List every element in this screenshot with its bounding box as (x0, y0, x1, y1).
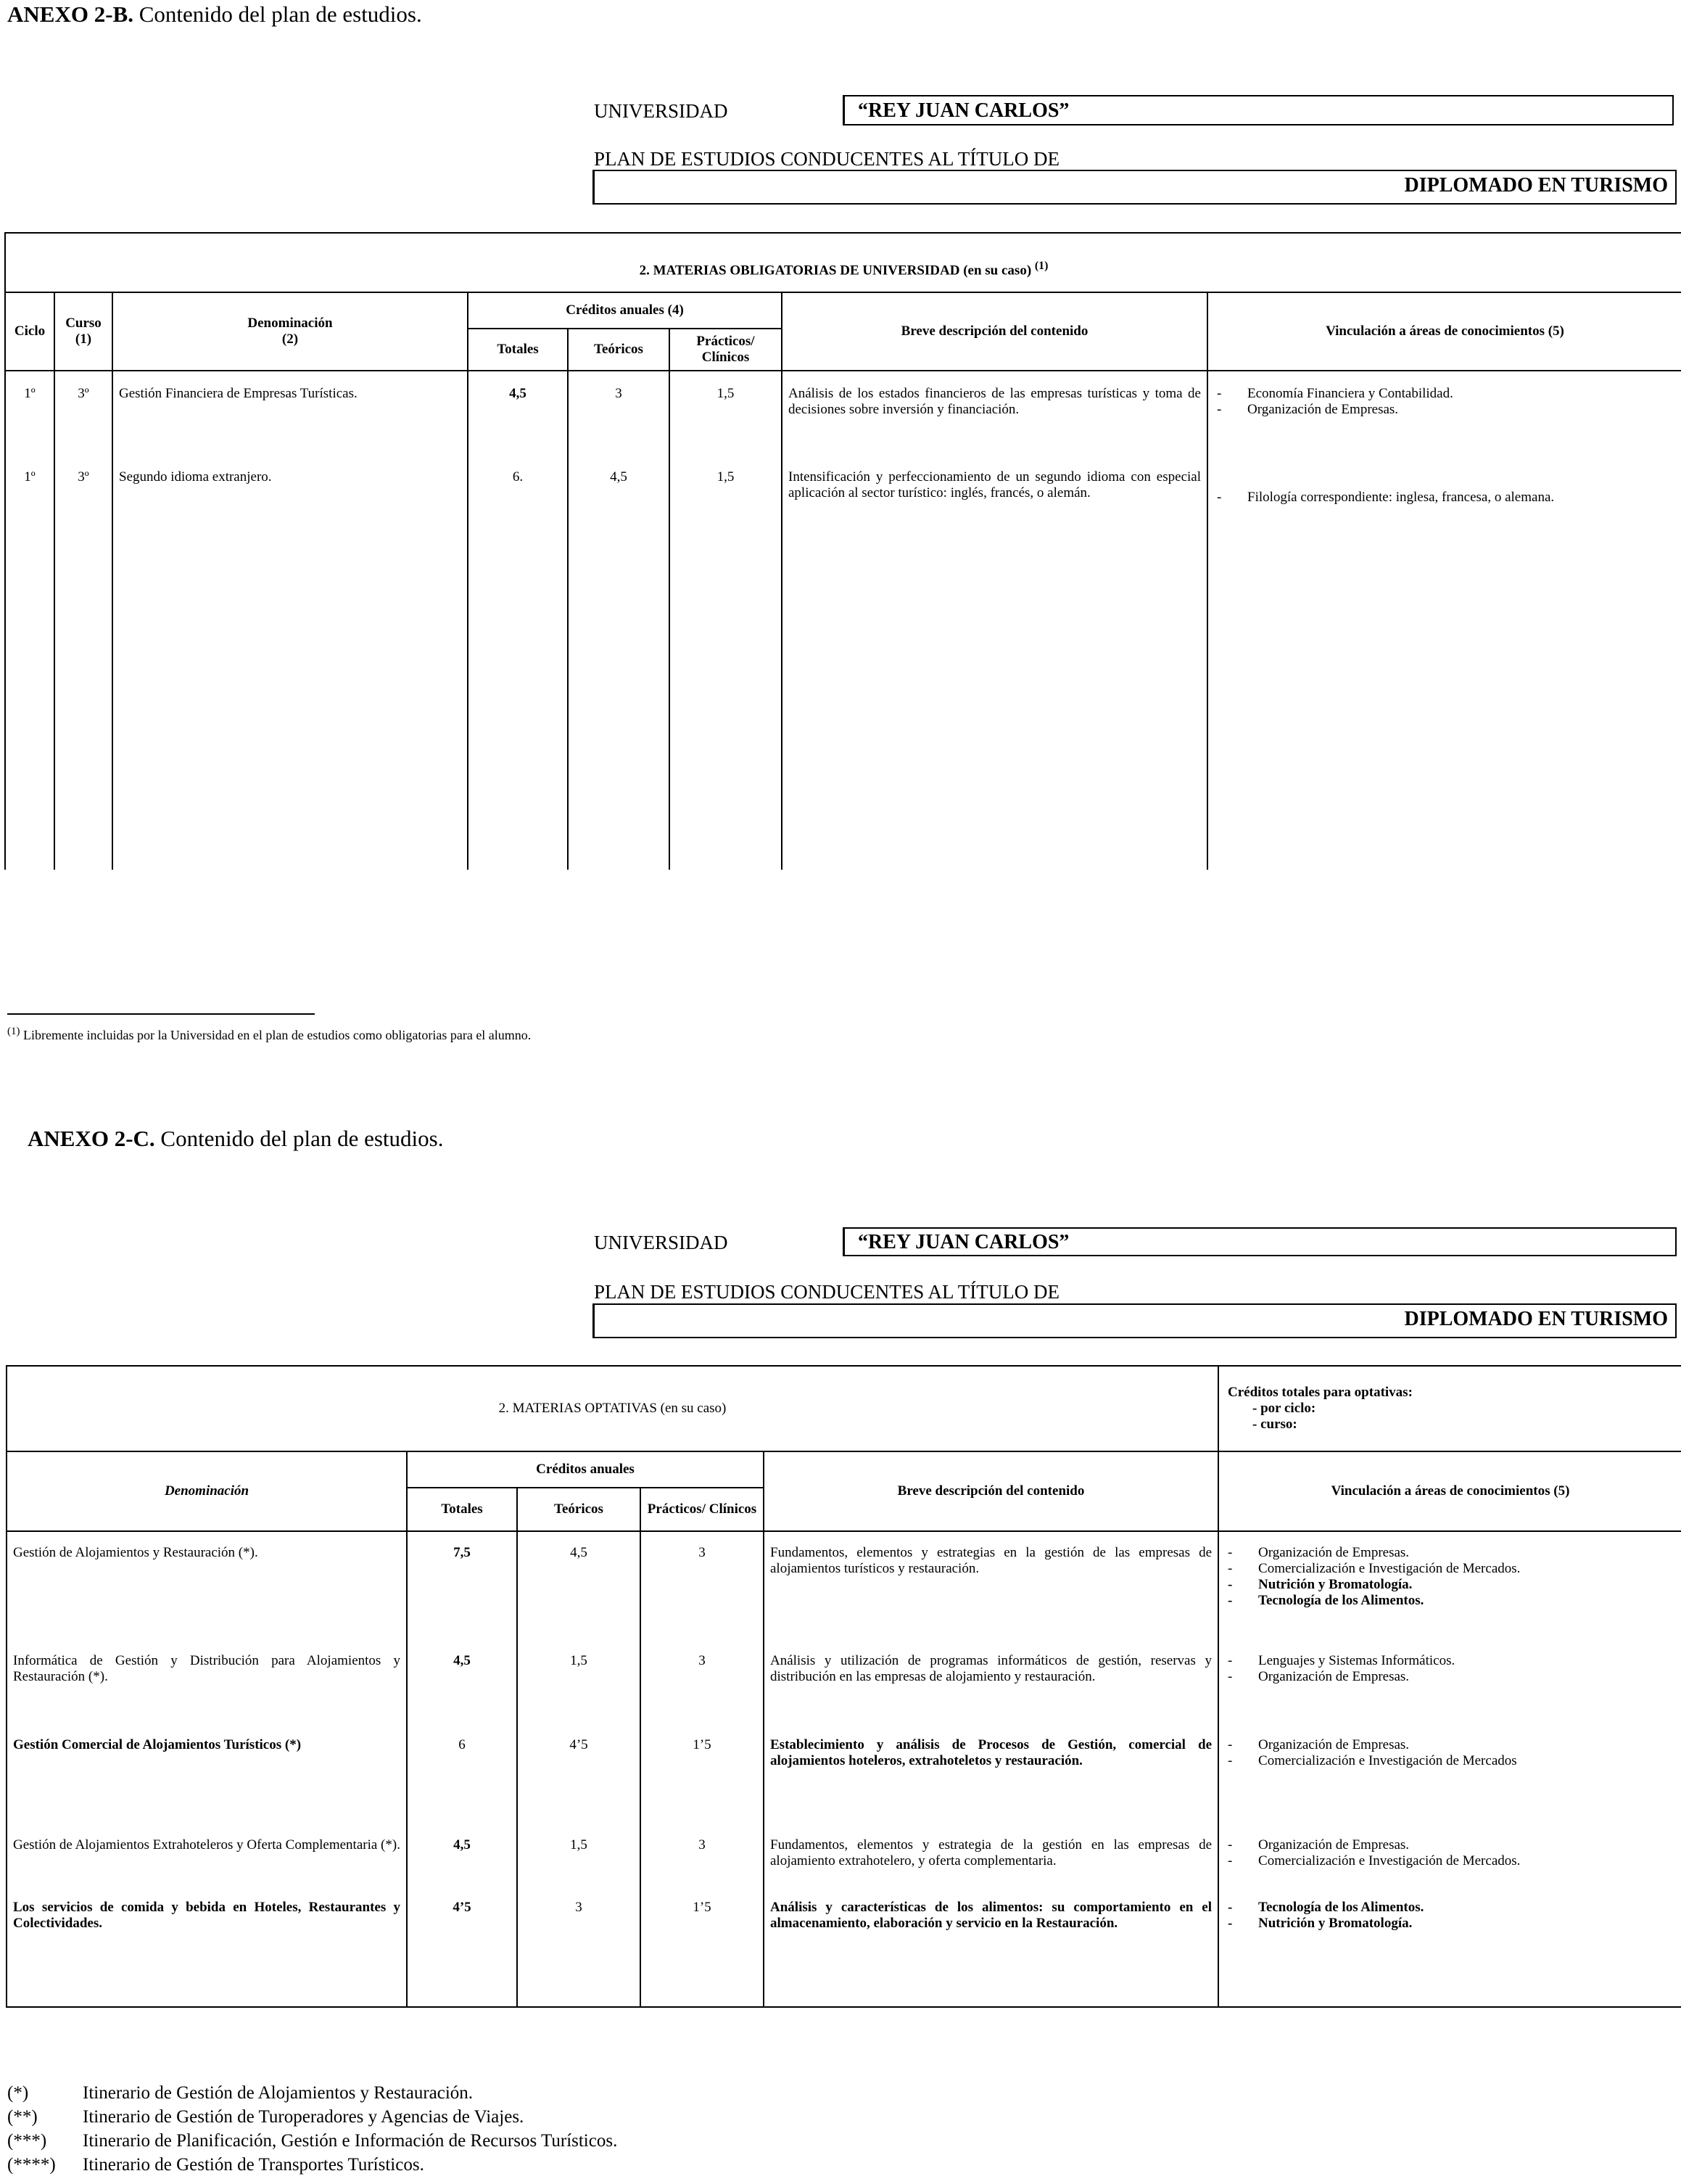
cell-denominacion: Gestión Comercial de Alojamientos Turísticos (*) (7, 1737, 407, 1837)
cell-descripcion: Análisis de los estados financieros de las empresas turísticas y toma de decisiones sobre inversión y financiación. (782, 371, 1207, 469)
cell-practicos: 3 (640, 1837, 764, 1900)
university-value: “REY JUAN CARLOS” (858, 99, 1070, 122)
cell-denominacion: Gestión de Alojamientos y Restauración (*). (7, 1531, 407, 1653)
itinerary-note: (*) Itinerario de Gestión de Alojamientos y Restauración. (7, 2083, 474, 2103)
col-practicos: Prácticos/ Clínicos (640, 1488, 764, 1531)
col-curso: Curso (1) (54, 292, 112, 371)
cell-areas (1207, 371, 1681, 469)
cell-practicos: 1,5 (669, 371, 782, 469)
cell-teoricos: 4’5 (517, 1737, 640, 1837)
col-descripcion: Breve descripción del contenido (782, 292, 1207, 371)
col-denominacion: Denominación (7, 1451, 407, 1531)
cell-practicos: 3 (640, 1653, 764, 1737)
cell-denominacion: Gestión de Alojamientos Extrahoteleros y Oferta Complementaria (*). (7, 1837, 407, 1900)
table-row (7, 1653, 1681, 1737)
col-practicos: Prácticos/ Clínicos (669, 329, 782, 371)
cell-areas (1218, 1653, 1681, 1737)
cell-totales: 7,5 (407, 1531, 517, 1653)
col-teoricos: Teóricos (517, 1488, 640, 1531)
footnote-separator (7, 1013, 315, 1015)
table-row (7, 1531, 1681, 1653)
degree-title-box (592, 170, 1677, 205)
col-vinculacion: Vinculación a áreas de conocimientos (5) (1207, 292, 1681, 371)
footnote-b: $^{(1)}$ Libremente incluidas por la Universidad en el plan de estudios como obligatorias para el alumno. (7, 1026, 532, 1042)
cell-areas (1218, 1737, 1681, 1837)
table-heading: 2. MATERIAS OBLIGATORIAS DE UNIVERSIDAD (en su caso) $^{(1)}$ (5, 233, 1681, 292)
table-row (5, 371, 1681, 469)
cell-descripcion: Intensificación y perfeccionamiento de un segundo idioma con especial aplicación al sector turístico: inglés, francés, o alemán. (782, 469, 1207, 870)
cell-teoricos: 1,5 (517, 1653, 640, 1737)
cell-practicos: 3 (640, 1531, 764, 1653)
optional-subjects-table (6, 1365, 1681, 2008)
col-creditos: Créditos anuales (4) (468, 292, 782, 329)
plan-label: PLAN DE ESTUDIOS CONDUCENTES AL TÍTULO DE (594, 1281, 1060, 1303)
cell-denominacion: Informática de Gestión y Distribución para Alojamientos y Restauración (*). (7, 1653, 407, 1737)
cell-descripcion: Análisis y características de los alimentos: su comportamiento en el almacenamiento, elaboración y servicio en la Restauración. (764, 1900, 1218, 2007)
col-descripcion: Breve descripción del contenido (764, 1451, 1218, 1531)
col-ciclo: Ciclo (5, 292, 54, 371)
university-label: UNIVERSIDAD (594, 100, 728, 122)
cell-teoricos: 3 (517, 1900, 640, 2007)
cell-areas (1218, 1531, 1681, 1653)
table-row (7, 1900, 1681, 2007)
cell-practicos: 1,5 (669, 469, 782, 870)
cell-totales: 4,5 (407, 1837, 517, 1900)
area-item: - Comercialización e Investigación de Mercados. (1225, 1853, 1676, 1869)
cell-curso: 3º (54, 371, 112, 469)
table-heading: 2. MATERIAS OPTATIVAS (en su caso) (7, 1366, 1218, 1451)
cell-totales: 6. (468, 469, 568, 870)
col-totales: Totales (468, 329, 568, 371)
plan-label: PLAN DE ESTUDIOS CONDUCENTES AL TÍTULO DE (594, 148, 1060, 170)
cell-totales: 4,5 (407, 1653, 517, 1737)
itinerary-note: (***) Itinerario de Planificación, Gestión e Información de Recursos Turísticos. (7, 2131, 618, 2151)
cell-descripcion: Establecimiento y análisis de Procesos de Gestión, comercial de alojamientos hoteleros, extrahoteletos y restauración. (764, 1737, 1218, 1837)
area-item: - Lenguajes y Sistemas Informáticos. (1225, 1653, 1676, 1669)
cell-areas (1207, 469, 1681, 870)
col-teoricos: Teóricos (568, 329, 669, 371)
cell-descripcion: Fundamentos, elementos y estrategias en la gestión de las empresas de alojamientos turísticos y restauración. (764, 1531, 1218, 1653)
itinerary-note: (****) Itinerario de Gestión de Transportes Turísticos. (7, 2155, 424, 2175)
table-row (7, 1737, 1681, 1837)
cell-ciclo: 1º (5, 469, 54, 870)
itinerary-note: (**) Itinerario de Gestión de Turoperadores y Agencias de Viajes. (7, 2107, 524, 2127)
cell-practicos: 1’5 (640, 1737, 764, 1837)
university-label: UNIVERSIDAD (594, 1232, 728, 1253)
cell-descripcion: Fundamentos, elementos y estrategia de la gestión en las empresas de alojamiento extrahotelero, y oferta complementaria. (764, 1837, 1218, 1900)
area-item: - Organización de Empresas. (1225, 1737, 1676, 1753)
degree-title-box (592, 1303, 1677, 1338)
cell-totales: 6 (407, 1737, 517, 1837)
cell-areas (1218, 1837, 1681, 1900)
credits-box: Créditos totales para optativas: - por ciclo: - curso: (1218, 1366, 1681, 1451)
col-totales: Totales (407, 1488, 517, 1531)
area-item: - Economía Financiera y Contabilidad. (1214, 386, 1676, 402)
cell-descripcion: Análisis y utilización de programas informáticos de gestión, reservas y distribución en las empresas de alojamiento y restauración. (764, 1653, 1218, 1737)
cell-denominacion: Segundo idioma extranjero. (112, 469, 468, 870)
cell-denominacion: Gestión Financiera de Empresas Turísticas. (112, 371, 468, 469)
cell-areas (1218, 1900, 1681, 2007)
col-denominacion: Denominación (2) (112, 292, 468, 371)
annex-c-title: ANEXO 2-C. Contenido del plan de estudios. (28, 1126, 444, 1151)
area-item: - Organización de Empresas. (1225, 1837, 1676, 1853)
cell-teoricos: 3 (568, 371, 669, 469)
cell-denominacion: Los servicios de comida y bebida en Hoteles, Restaurantes y Colectividades. (7, 1900, 407, 2007)
cell-teoricos: 4,5 (517, 1531, 640, 1653)
area-item: - Organización de Empresas. (1225, 1669, 1676, 1685)
degree-title: DIPLOMADO EN TURISMO (1404, 174, 1668, 197)
table-row (5, 469, 1681, 870)
col-creditos: Créditos anuales (407, 1451, 764, 1488)
area-item: - Organización de Empresas. (1214, 402, 1676, 418)
cell-teoricos: 1,5 (517, 1837, 640, 1900)
university-value: “REY JUAN CARLOS” (858, 1231, 1070, 1253)
degree-title: DIPLOMADO EN TURISMO (1404, 1308, 1668, 1330)
cell-practicos: 1’5 (640, 1900, 764, 2007)
area-item: - Tecnología de los Alimentos. (1225, 1593, 1676, 1609)
area-item: - Filología correspondiente: inglesa, francesa, o alemana. (1214, 490, 1676, 506)
cell-curso: 3º (54, 469, 112, 870)
col-vinculacion: Vinculación a áreas de conocimientos (5) (1218, 1451, 1681, 1531)
annex-b-title: ANEXO 2-B. Contenido del plan de estudios. (7, 1, 422, 27)
compulsory-subjects-table (4, 232, 1681, 870)
university-value-box (843, 95, 1674, 125)
area-item: - Nutrición y Bromatología. (1225, 1577, 1676, 1593)
area-item: - Organización de Empresas. (1225, 1545, 1676, 1561)
area-item: - Comercialización e Investigación de Mercados (1225, 1753, 1676, 1769)
university-value-box (843, 1227, 1677, 1256)
cell-totales: 4,5 (468, 371, 568, 469)
area-item: - Nutrición y Bromatología. (1225, 1916, 1676, 1932)
area-item: - Tecnología de los Alimentos. (1225, 1900, 1676, 1916)
area-item: - Comercialización e Investigación de Mercados. (1225, 1561, 1676, 1577)
cell-teoricos: 4,5 (568, 469, 669, 870)
cell-totales: 4’5 (407, 1900, 517, 2007)
cell-ciclo: 1º (5, 371, 54, 469)
table-row (7, 1837, 1681, 1900)
